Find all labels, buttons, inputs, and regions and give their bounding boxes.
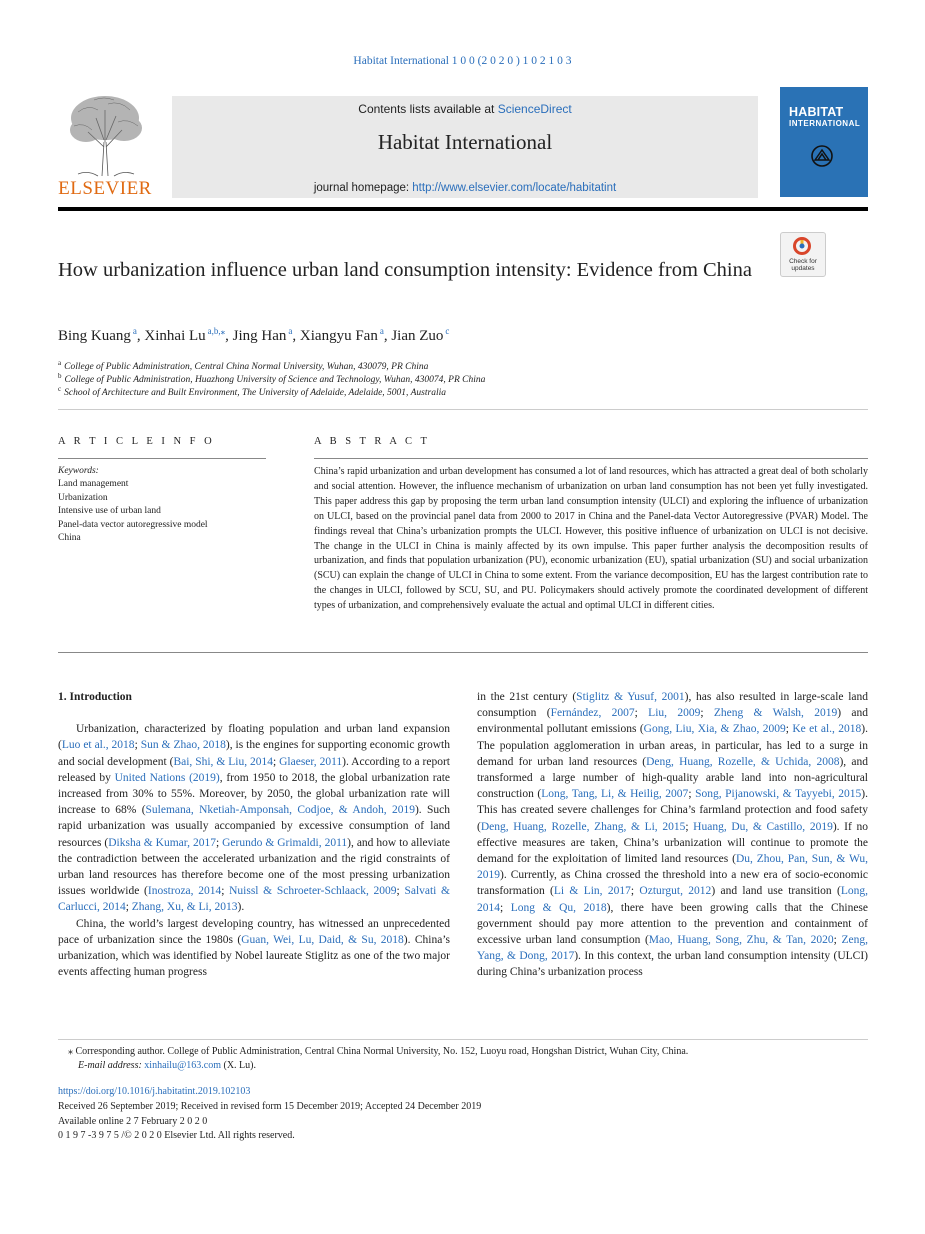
copyright: 0 1 9 7 -3 9 7 5 /© 2 0 2 0 Elsevier Ltd. All rights reserved. <box>58 1130 295 1142</box>
text-run: ; <box>688 788 696 801</box>
crossmark-line1: Check for <box>789 258 817 265</box>
paragraph <box>58 721 450 915</box>
paragraph <box>477 689 868 981</box>
citation-link[interactable]: Salvati & Carlucci, 2014 <box>58 885 451 914</box>
column-paragraphs <box>477 689 868 981</box>
crossmark-icon <box>793 237 811 255</box>
affiliation-a: $^a$ College of Public Administration, Central China Normal University, Wuhan, 430079, PR China <box>58 359 429 373</box>
tree-icon <box>58 92 152 178</box>
citation-link[interactable]: Deng, Huang, Rozelle, & Uchida, 2008 <box>646 755 840 768</box>
text-run: ), and transformed a large number of high-quality arable land into non-agricultural construction ( <box>477 755 868 801</box>
crossmark-line2: updates <box>791 265 815 272</box>
text-run: ; <box>221 885 230 898</box>
citation-link[interactable]: Gong, Liu, Xia, & Zhao, 2009 <box>643 723 786 736</box>
text-run: ; <box>134 739 141 752</box>
publisher-logo-text: ELSEVIER <box>58 178 152 199</box>
corresponding-author-note: ⁎ Corresponding author. College of Public Administration, Central China Normal University, No. 152, Luoyu road, Hongshan District, Wuhan City, China. <box>68 1046 689 1057</box>
elsevier-logo <box>58 92 152 200</box>
author-separator: , <box>225 328 233 344</box>
citation-link[interactable]: Inostroza, 2014 <box>147 885 222 898</box>
body-column-right <box>477 689 868 981</box>
citation-link[interactable]: Nuissl & Schroeter-Schlaack, 2009 <box>229 885 397 898</box>
text-run: ). This has created severe challenges for China’s farmland protection and food safety ( <box>477 788 868 833</box>
journal-name: Habitat International <box>377 130 553 154</box>
citation-link[interactable]: Long, Tang, Li, & Heilig, 2007 <box>541 788 689 801</box>
citation-link[interactable]: Guan, Wei, Lu, Daid, & Su, 2018 <box>241 933 404 946</box>
keyword: Urbanization <box>58 492 108 503</box>
divider <box>58 652 868 653</box>
text-run: China, the world’s largest developing country, has witnessed an unprecedented pace of urbanization since the 1980s ( <box>58 917 450 946</box>
author-separator: , <box>383 328 392 344</box>
doi-link[interactable]: https://doi.org/10.1016/j.habitatint.2019.102103 <box>58 1086 251 1097</box>
text-run: ; <box>634 707 649 720</box>
affiliation-b: $^b$ College of Public Administration, Huazhong University of Science and Technology, Wuhan, 430074, PR China <box>58 372 486 386</box>
abstract-text: China’s rapid urbanization and urban development has consumed a lot of land resources, which has attracted a great deal of both scholarly and social attention. However, the influence mechanism of urbanization on urban land consumption has not been yet fully investigated. This paper address this gap by proposing the term urban land consumption intensity (ULCI) and exploring the influence of urbanization on ULCI, based on the provincial panel data from 2000 to 2017 in China and the Panel-data Vector Autoregressive (PVAR) Model. The findings reveal that China’s urbanization prompts the ULCI. However, this positive influence of urbanization on ULCI is not decisive. The change in the ULCI in China is mainly affected by its own impulse. This paper further analysis the decomposition results of urbanization, and finds that population urbanization (PU), economic urbanization (EU), spatial urbanization (SU) and social urbanization (SCU) can explain the change of ULCI in China to some extent. From the variance decomposition, EU has the largest contribution rate to the changes in ULCI, followed by SCU, SU, and PU. Policymakers should actively promote the coordinated development of different types of urbanization, and comprehensively evaluate the actual and optimal ULCI in different cities. <box>314 466 868 612</box>
text-run: ), is the engines for supporting economic growth and social development ( <box>58 739 450 768</box>
text-run: ; <box>396 885 405 898</box>
citation-link[interactable]: Deng, Huang, Rozelle, Zhang, & Li, 2015 <box>480 820 686 833</box>
header-rule <box>58 207 868 211</box>
text-run: ), has also resulted in large-scale land consumption ( <box>477 691 868 720</box>
citation-link[interactable]: Du, Zhou, Pan, Sun, & Wu, 2019 <box>477 853 868 882</box>
citation-link[interactable]: Long & Qu, 2018 <box>510 901 607 914</box>
citation-link[interactable]: Sulemana, Nketiah-Amponsah, Codjoe, & Andoh, 2019 <box>145 804 415 817</box>
text-run: ; <box>700 707 714 720</box>
text-run: ) and environmental pollutant emissions ( <box>477 707 868 736</box>
text-run: ; <box>785 723 793 736</box>
citation-link[interactable]: Li & Lin, 2017 <box>553 885 631 898</box>
email-line <box>58 1059 868 1073</box>
homepage-line <box>172 182 758 194</box>
citation-link[interactable]: United Nations (2019) <box>114 771 220 784</box>
text-run: ), and how to alleviate the contradiction between the accelerated urbanization and the rigid constraints of urban land resources has therefore become one of the most pressing urbanization issues worldwide ( <box>58 836 450 898</box>
text-run: ). Such rapid urbanization was usually accompanied by excessive consumption of land resources ( <box>58 804 450 849</box>
citation-link[interactable]: Zhang, Xu, & Li, 2013 <box>131 901 238 914</box>
crossmark-caption <box>781 258 825 272</box>
citation-link[interactable]: Mao, Huang, Song, Zhu, & Tan, 2020 <box>648 934 834 947</box>
text-run: ; <box>125 901 132 914</box>
keyword: Land management <box>58 479 129 490</box>
article-title: How urbanization influence urban land consumption intensity: Evidence from China <box>58 259 752 281</box>
journal-cover[interactable] <box>780 87 868 197</box>
citation-link[interactable]: Gerundo & Grimaldi, 2011 <box>222 836 348 849</box>
text-run: ; <box>500 901 511 914</box>
divider <box>58 409 868 410</box>
footnote-rule <box>58 1039 868 1040</box>
citation-link[interactable]: Liu, 2009 <box>648 707 701 720</box>
text-run: ), there have been growing calls that the Chinese government should pay more attention to the prevention and containment of excessive urban land consumption ( <box>477 901 868 947</box>
author-affiliation-marker[interactable]: a <box>132 326 137 336</box>
body-column-left <box>58 689 450 980</box>
contents-prefix: Contents lists available at <box>358 102 498 116</box>
abstract-heading: A B S T R A C T <box>314 436 430 447</box>
text-run: ). Currently, as China crossed the threshold into a new era of socio-economic transformation ( <box>477 869 868 898</box>
author-name[interactable]: Jing Han <box>232 328 287 344</box>
citation-link[interactable]: Stiglitz & Yusuf, 2001 <box>576 691 685 703</box>
text-run: Urbanization, characterized by floating population and urban land expansion ( <box>58 723 450 752</box>
author-list <box>58 326 778 345</box>
text-run: ; <box>215 836 223 849</box>
text-run: ). According to a report released by <box>58 755 450 784</box>
text-run: , from 1950 to 2018, the global urbanization rate increased from 30% to 55%. Moreover, by 2050, the global urbanization rate will increase to 68% ( <box>58 771 450 817</box>
author-affiliation-marker[interactable]: c <box>445 326 450 336</box>
author-name[interactable]: Jian Zuo <box>391 328 444 344</box>
citation-link[interactable]: Bai, Shi, & Liu, 2014 <box>173 755 273 768</box>
citation-link[interactable]: Sun & Zhao, 2018 <box>140 739 226 752</box>
keywords-block <box>58 465 288 545</box>
publication-info <box>58 1085 868 1144</box>
author-separator: , <box>136 328 145 344</box>
footnote <box>58 1045 868 1072</box>
paragraph <box>58 916 450 981</box>
text-run: ). The population agglomeration in urban areas, in particular, has led to a surge in demand for urban land resources ( <box>477 723 868 768</box>
author-separator: , <box>292 328 300 344</box>
column-paragraphs <box>58 721 450 980</box>
text-run: ; <box>630 885 640 898</box>
keyword: China <box>58 533 81 544</box>
journal-banner <box>172 96 758 198</box>
citation-link[interactable]: Long, 2014 <box>477 885 868 914</box>
divider <box>58 458 266 459</box>
text-run: ). If no effective measures are taken, China’s urbanization will continue to promote the demand for the exploitation of limited land resources ( <box>477 820 868 866</box>
citation-link[interactable]: Song, Pijanowski, & Tayyebi, 2015 <box>695 788 862 801</box>
keyword: Panel-data vector autoregressive model <box>58 519 208 530</box>
text-run: ; <box>685 820 694 833</box>
citation-link[interactable]: Zeng, Yang, & Dong, 2017 <box>477 934 868 963</box>
homepage-link[interactable]: http://www.elsevier.com/locate/habitatint <box>412 182 617 194</box>
keywords-label: Keywords: <box>58 466 99 476</box>
author-name[interactable]: Bing Kuang <box>58 328 131 344</box>
citation-link[interactable]: Luo et al., 2018 <box>61 739 135 752</box>
keyword: Intensive use of urban land <box>58 506 161 517</box>
author-affiliation-marker[interactable]: a,b,⁎ <box>207 326 226 336</box>
cover-title: HABITAT <box>789 105 844 119</box>
journal-reference[interactable]: Habitat International 1 0 0 (2 0 2 0 ) 1 0 2 1 0 3 <box>353 55 572 67</box>
author-name[interactable]: Xinhai Lu <box>144 328 206 344</box>
habitat-emblem-icon <box>811 145 833 167</box>
text-run: ). In this context, the urban land consumption intensity (ULCI) during China’s urbanization process <box>477 950 868 979</box>
author-affiliation-marker[interactable]: a <box>379 326 384 336</box>
check-for-updates-badge[interactable] <box>780 232 826 277</box>
section-heading: 1. Introduction <box>58 691 132 703</box>
cover-subtitle: INTERNATIONAL <box>789 119 861 128</box>
available-online: Available online 2 7 February 2 0 2 0 <box>58 1115 208 1127</box>
text-run: ). China’s urbanization, which was identified by Nobel laureate Stiglitz as one of the two major events affecting human progress <box>58 933 450 979</box>
homepage-prefix: journal homepage: <box>313 182 413 194</box>
text-run: ; <box>833 934 842 947</box>
citation-link[interactable]: Diksha & Kumar, 2017 <box>108 836 216 849</box>
article-info-heading: A R T I C L E I N F O <box>58 436 215 447</box>
divider <box>314 458 868 459</box>
citation-link[interactable]: Fernández, 2007 <box>550 707 635 720</box>
citation-link[interactable]: Ozturgut, 2012 <box>639 885 712 898</box>
text-run: ; <box>273 755 280 768</box>
citation-link[interactable]: Huang, Du, & Castillo, 2019 <box>693 820 833 833</box>
text-run: ) and land use transition ( <box>711 885 841 898</box>
author-affiliation-marker[interactable]: a <box>288 326 293 336</box>
email-label: E-mail address: <box>78 1059 145 1071</box>
author-name[interactable]: Xiangyu Fan <box>299 328 378 344</box>
email-suffix: (X. Lu). <box>221 1059 256 1071</box>
text-run: ). <box>237 901 245 914</box>
text-run: in the 21st century ( <box>477 691 577 703</box>
sciencedirect-link[interactable]: ScienceDirect <box>497 102 572 116</box>
received-dates: Received 26 September 2019; Received in revised form 15 December 2019; Accepted 24 December 2019 <box>58 1100 482 1112</box>
email-link[interactable]: xinhailu@163.com <box>144 1059 221 1071</box>
citation-link[interactable]: Ke et al., 2018 <box>792 723 862 736</box>
citation-link[interactable]: Glaeser, 2011 <box>279 755 343 768</box>
citation-link[interactable]: Zheng & Walsh, 2019 <box>713 707 838 720</box>
affiliation-c: $^c$ School of Architecture and Built Environment, The University of Adelaide, Adelaide, 5001, Australia <box>58 385 446 399</box>
contents-line <box>172 102 758 116</box>
